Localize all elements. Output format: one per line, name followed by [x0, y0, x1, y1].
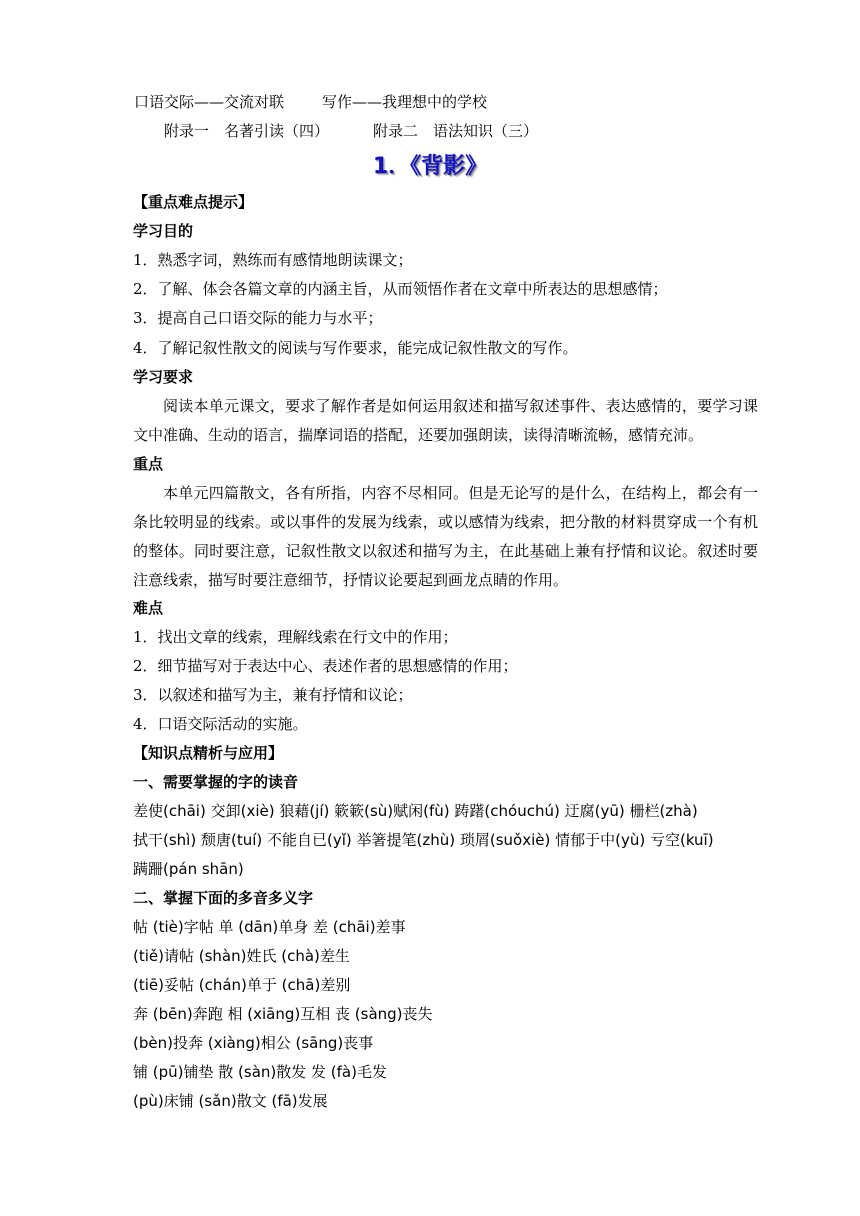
- difficulty-item: 1．找出文章的线索，理解线索在行文中的作用；: [133, 628, 458, 646]
- polyphone-line: (bèn)投奔 (xiàng)相公 (sāng)丧事: [133, 1034, 374, 1052]
- toc-line-2: [164, 121, 538, 141]
- key-points-paragraph: 本单元四篇散文，各有所指，内容不尽相同。但是无论写的是什么，在结构上，都会有一条比较明显的线索。或以事件的发展为线索，或以感情为线索，把分散的材料贯穿成一个有机的整体。同时要注意，记叙性散文以叙述和描写为主，在此基础上兼有抒情和议论。叙述时要注意线索，描写时要注意细节，抒情议论要起到画龙点睛的作用。: [133, 484, 758, 589]
- requirements-paragraph: 阅读本单元课文，要求了解作者是如何运用叙述和描写叙述事件、表达感情的，要学习课文中准确、生动的语言，揣摩词语的搭配，还要加强朗读，读得清晰流畅，感情充沛。: [133, 397, 758, 444]
- toc-item-appendix-1: 附录一 名著引读（四）: [164, 122, 330, 140]
- difficulty-item: 4．口语交际活动的实施。: [133, 715, 308, 733]
- lesson-title: 1．《背影》: [372, 154, 488, 179]
- polyphone-line: 铺 (pū)铺垫 散 (sàn)散发 发 (fà)毛发: [133, 1063, 387, 1081]
- goal-item: 4．了解记叙性散文的阅读与写作要求，能完成记叙性散文的写作。: [133, 339, 578, 357]
- pronunciation-heading: 一、需要掌握的字的读音: [133, 773, 299, 791]
- polyphone-line: 帖 (tiè)字帖 单 (dān)单身 差 (chāi)差事: [133, 918, 406, 936]
- polyphone-line: 奔 (bēn)奔跑 相 (xiāng)互相 丧 (sàng)丧失: [133, 1005, 433, 1023]
- toc-line-1: [134, 92, 487, 112]
- goal-item: 3．提高自己口语交际的能力与水平；: [133, 309, 383, 327]
- goal-item: 2．了解、体会各篇文章的内涵主旨，从而领悟作者在文章中所表达的思想感情；: [133, 280, 668, 298]
- goals-heading: 学习目的: [133, 222, 194, 240]
- polyphone-line: (tiě)请帖 (shàn)姓氏 (chà)差生: [133, 947, 350, 965]
- knowledge-heading: 【知识点精析与应用】: [133, 744, 284, 762]
- polyphone-heading: 二、掌握下面的多音多义字: [133, 889, 314, 907]
- key-points-heading: 重点: [133, 455, 164, 473]
- pronunciation-line: 蹒跚(pán shān): [133, 860, 244, 878]
- polyphone-line: (tiē)妥帖 (chán)单于 (chā)差别: [133, 976, 351, 994]
- focus-heading: 【重点难点提示】: [133, 193, 254, 211]
- requirements-heading: 学习要求: [133, 368, 194, 386]
- difficulty-item: 3．以叙述和描写为主，兼有抒情和议论；: [133, 686, 413, 704]
- pronunciation-line: 拭干(shì) 颓唐(tuí) 不能自已(yǐ) 举箸提笔(zhù) 琐屑(suǒxiè) 情郁于中(yù) 亏空(kuī): [133, 831, 714, 849]
- goal-item: 1．熟悉字词，熟练而有感情地朗读课文；: [133, 251, 413, 269]
- pronunciation-line: 差使(chāi) 交卸(xiè) 狼藉(jí) 簌簌(sù)赋闲(fù) 踌躇(chóuchú) 迂腐(yū) 栅栏(zhà): [133, 802, 698, 820]
- difficulty-item: 2．细节描写对于表达中心、表述作者的思想感情的作用；: [133, 657, 518, 675]
- toc-item-appendix-2: 附录二 语法知识（三）: [373, 122, 539, 140]
- toc-item-oral: 口语交际——交流对联: [134, 93, 285, 111]
- polyphone-line: (pù)床铺 (sǎn)散文 (fā)发展: [133, 1092, 328, 1110]
- difficulties-heading: 难点: [133, 599, 164, 617]
- toc-item-writing: 写作——我理想中的学校: [322, 93, 488, 111]
